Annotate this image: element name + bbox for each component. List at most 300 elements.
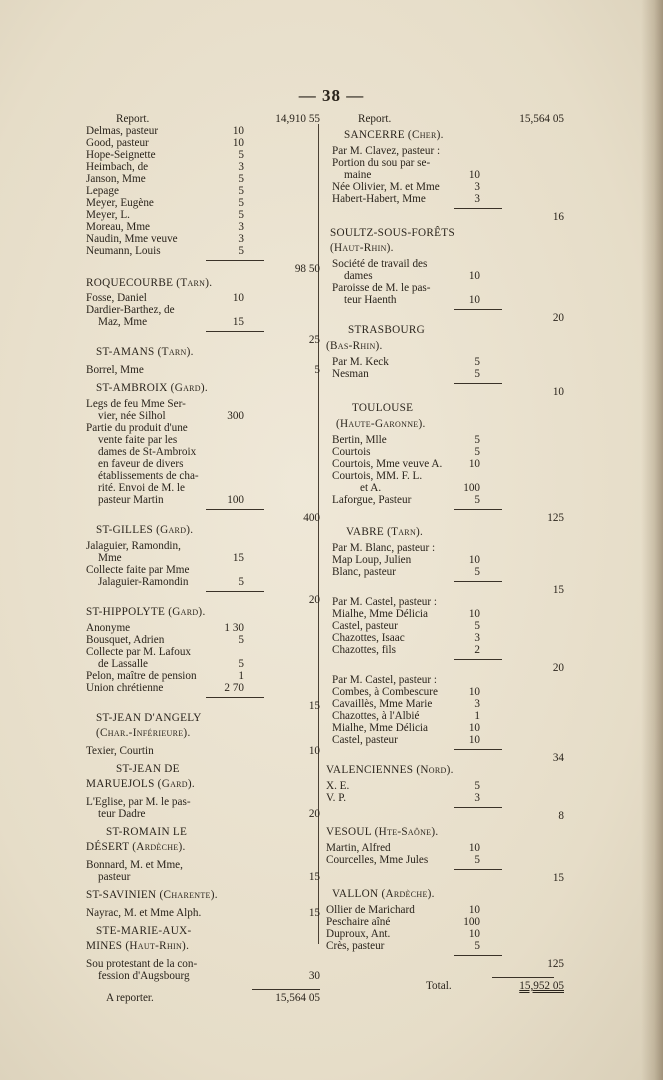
entry-name: et A. xyxy=(360,482,382,494)
entry-amount: 5 xyxy=(474,494,480,506)
subtotal: 125 xyxy=(547,512,564,524)
entry-name: Par M. Clavez, pasteur : xyxy=(332,145,441,157)
report-total: 15,564 05 xyxy=(519,113,564,125)
entry-amount: 3 xyxy=(238,233,244,245)
subtotal-row xyxy=(326,312,566,324)
entry-row xyxy=(86,576,326,588)
subtotal-row xyxy=(86,594,326,606)
entry-name: Heimbach, de xyxy=(86,161,149,173)
entry-name: Castel, pasteur xyxy=(332,734,398,746)
subtotal-row xyxy=(326,810,566,822)
subtotal-row xyxy=(326,958,566,970)
subtotal-row xyxy=(326,211,566,223)
subtotal: 5 xyxy=(314,364,320,376)
entry-row xyxy=(86,197,326,209)
entry-row xyxy=(326,434,566,446)
entry-name: Maz, Mme xyxy=(98,316,148,328)
section-header xyxy=(86,712,326,724)
entry-name: Delmas, pasteur xyxy=(86,125,159,137)
entry-row xyxy=(86,907,326,919)
entry-name: Blanc, pasteur xyxy=(332,566,396,578)
section-header xyxy=(86,889,326,901)
entry-amount: 5 xyxy=(474,780,480,792)
entry-name: Peschaire aîné xyxy=(326,916,391,928)
entry-amount: 100 xyxy=(463,916,480,928)
entry-row xyxy=(86,871,326,883)
entry-name: Jalaguier-Ramondin xyxy=(98,576,189,588)
section-subheader xyxy=(86,778,326,790)
entry-name: V. P. xyxy=(326,792,347,804)
entry-amount: 15 xyxy=(232,552,244,564)
section-title: ST-HIPPOLYTE (Gard). xyxy=(86,606,206,618)
entry-row xyxy=(326,193,566,205)
entry-amount: 10 xyxy=(468,734,480,746)
subtotal-row xyxy=(326,662,566,674)
entry-amount: 5 xyxy=(474,940,480,952)
subtotal: 20 xyxy=(308,808,320,820)
entry-name: Cavaillès, Mme Marie xyxy=(332,698,433,710)
entry-name: pasteur Martin xyxy=(98,494,164,506)
carry-total: 15,564 05 xyxy=(275,992,320,1004)
section-region: (Haut-Rhin). xyxy=(330,242,394,254)
entry-row xyxy=(326,458,566,470)
entry-amount: 10 xyxy=(468,458,480,470)
section-title: ST-SAVINIEN (Charente). xyxy=(86,889,218,901)
entry-name: Duproux, Ant. xyxy=(326,928,391,940)
entry-name: Par M. Blanc, pasteur : xyxy=(332,542,436,554)
entry-row xyxy=(326,722,566,734)
entry-amount: 1 30 xyxy=(224,622,244,634)
entry-name: Chazottes, à l'Albié xyxy=(332,710,420,722)
subtotal-row xyxy=(326,386,566,398)
entry-row xyxy=(86,398,326,410)
entry-name: Janson, Mme xyxy=(86,173,146,185)
entry-amount: 5 xyxy=(238,576,244,588)
section-title: ST-JEAN D'ANGELY xyxy=(96,712,202,724)
entry-name: Courtois, MM. F. L. xyxy=(332,470,423,482)
section-header xyxy=(326,129,566,141)
section-title: ST-AMANS (Tarn). xyxy=(96,346,194,358)
subtotal: 15 xyxy=(308,871,320,883)
subtotal-row xyxy=(86,263,326,275)
entry-amount: 3 xyxy=(474,698,480,710)
entry-row xyxy=(326,294,566,306)
rule-row xyxy=(326,970,566,980)
grand-total: 15,952 05 xyxy=(519,980,564,992)
entry-row xyxy=(86,682,326,694)
report-label: Report. xyxy=(116,113,150,125)
entry-row xyxy=(326,674,566,686)
subtotal: 10 xyxy=(308,745,320,757)
subtotal: 125 xyxy=(547,958,564,970)
entry-name: vier, née Silhol xyxy=(98,410,166,422)
entry-row xyxy=(86,364,326,376)
entry-name: Borrel, Mme xyxy=(86,364,144,376)
entry-row xyxy=(86,552,326,564)
entry-name: Lepage xyxy=(86,185,119,197)
entry-row xyxy=(86,745,326,757)
entry-row xyxy=(86,482,326,494)
entry-name: Née Olivier, M. et Mme xyxy=(332,181,440,193)
entry-row xyxy=(86,970,326,982)
entry-name: Castel, pasteur xyxy=(332,620,398,632)
report-label: Report. xyxy=(358,113,392,125)
sum-rule xyxy=(454,208,502,209)
entry-row xyxy=(326,368,566,380)
section-title: VALLON (Ardèche). xyxy=(332,888,435,900)
entry-name: Dardier-Barthez, de xyxy=(86,304,175,316)
entry-name: Map Loup, Julien xyxy=(332,554,412,566)
entry-amount: 300 xyxy=(227,410,244,422)
subtotal-row xyxy=(86,334,326,346)
section-title: VALENCIENNES (Nord). xyxy=(326,764,454,776)
entry-row xyxy=(86,808,326,820)
section-title: SANCERRE (Cher). xyxy=(344,129,444,141)
entry-row xyxy=(86,470,326,482)
entry-name: Habert-Habert, Mme xyxy=(332,193,426,205)
entry-row xyxy=(86,185,326,197)
entry-row xyxy=(326,734,566,746)
grand-total-row xyxy=(326,980,566,992)
entry-name: teur Dadre xyxy=(98,808,146,820)
entry-name: Good, pasteur xyxy=(86,137,149,149)
entry-amount: 1 xyxy=(474,710,480,722)
entry-row xyxy=(86,161,326,173)
entry-row xyxy=(326,632,566,644)
entry-name: Mme xyxy=(98,552,122,564)
entry-amount: 10 xyxy=(468,842,480,854)
entry-name: Paroisse de M. le pas- xyxy=(332,282,431,294)
section-header xyxy=(86,524,326,536)
section-region: DÉSERT (Ardèche). xyxy=(86,841,186,853)
subtotal: 10 xyxy=(552,386,564,398)
entry-row xyxy=(86,540,326,552)
section-header xyxy=(326,888,566,900)
entry-amount: 10 xyxy=(232,292,244,304)
sum-rule xyxy=(454,309,502,310)
entry-row xyxy=(86,958,326,970)
entry-name: Courcelles, Mme Jules xyxy=(326,854,429,866)
entry-row xyxy=(326,780,566,792)
entry-name: Martin, Alfred xyxy=(326,842,391,854)
entry-name: Union chrétienne xyxy=(86,682,164,694)
sum-rule xyxy=(206,697,264,698)
section-region: MINES (Haut-Rhin). xyxy=(86,940,190,952)
subtotal-row xyxy=(326,512,566,524)
entry-row xyxy=(86,137,326,149)
entry-row xyxy=(326,842,566,854)
entry-name: maine xyxy=(344,169,372,181)
section-subheader xyxy=(326,418,566,430)
entry-name: Bertin, Mlle xyxy=(332,434,387,446)
entry-row xyxy=(86,410,326,422)
entry-row xyxy=(86,149,326,161)
entry-amount: 2 xyxy=(474,644,480,656)
entry-name: Hope-Seignette xyxy=(86,149,156,161)
entry-name: Bousquet, Adrien xyxy=(86,634,165,646)
subtotal-row xyxy=(326,752,566,764)
entry-name: Meyer, Eugène xyxy=(86,197,154,209)
sum-rule xyxy=(206,331,264,332)
entry-row xyxy=(326,792,566,804)
entry-row xyxy=(326,157,566,169)
entry-name: en faveur de divers xyxy=(98,458,184,470)
entry-name: Portion du sou par se- xyxy=(332,157,431,169)
sum-rule xyxy=(206,509,264,510)
entry-name: vente faite par les xyxy=(98,434,178,446)
entry-row xyxy=(86,670,326,682)
entry-name: rité. Envoi de M. le xyxy=(98,482,185,494)
entry-row xyxy=(326,686,566,698)
page-edge-shadow xyxy=(641,0,663,1080)
entry-row xyxy=(86,458,326,470)
entry-name: Meyer, L. xyxy=(86,209,130,221)
subtotal: 25 xyxy=(308,334,320,346)
entry-row xyxy=(86,658,326,670)
entry-name: Ollier de Marichard xyxy=(326,904,415,916)
section-header xyxy=(86,277,326,289)
entry-row xyxy=(86,622,326,634)
subtotal-row xyxy=(86,512,326,524)
entry-row xyxy=(86,494,326,506)
entry-amount: 5 xyxy=(238,149,244,161)
section-subheader xyxy=(326,242,566,254)
entry-row xyxy=(86,221,326,233)
entry-row xyxy=(326,596,566,608)
sum-rule xyxy=(454,807,502,808)
entry-name: Mialhe, Mme Délicia xyxy=(332,722,428,734)
entry-name: Fosse, Daniel xyxy=(86,292,147,304)
entry-row xyxy=(86,125,326,137)
entry-name: teur Haenth xyxy=(344,294,397,306)
carry-row xyxy=(86,992,326,1004)
section-title: STRASBOURG xyxy=(348,324,425,336)
entry-row xyxy=(326,940,566,952)
subtotal: 34 xyxy=(552,752,564,764)
entry-amount: 10 xyxy=(232,125,244,137)
page-number: — 38 — xyxy=(298,86,365,105)
entry-row xyxy=(86,859,326,871)
entry-amount: 10 xyxy=(468,554,480,566)
section-header xyxy=(86,925,326,937)
sum-rule xyxy=(454,955,502,956)
entry-row xyxy=(86,304,326,316)
section-title: ST-JEAN DE xyxy=(116,763,180,775)
entry-row xyxy=(86,316,326,328)
section-subheader xyxy=(86,727,326,739)
section-title: ST-GILLES (Gard). xyxy=(96,524,194,536)
entry-amount: 100 xyxy=(227,494,244,506)
entry-name: Texier, Courtin xyxy=(86,745,154,757)
entry-row xyxy=(326,542,566,554)
entry-row xyxy=(326,554,566,566)
entry-name: Crès, pasteur xyxy=(326,940,385,952)
entry-amount: 5 xyxy=(238,209,244,221)
entry-amount: 10 xyxy=(468,169,480,181)
entry-amount: 5 xyxy=(238,185,244,197)
sum-rule xyxy=(252,989,320,990)
entry-row xyxy=(326,608,566,620)
entry-name: Moreau, Mme xyxy=(86,221,151,233)
right-column xyxy=(326,113,566,992)
entry-row xyxy=(86,646,326,658)
entry-row xyxy=(326,169,566,181)
entry-name: Laforgue, Pasteur xyxy=(332,494,412,506)
entry-amount: 1 xyxy=(238,670,244,682)
entry-row xyxy=(86,209,326,221)
entry-name: Pelon, maître de pension xyxy=(86,670,197,682)
section-region: (Haute-Garonne). xyxy=(336,418,426,430)
entry-amount: 3 xyxy=(474,792,480,804)
entry-name: pasteur xyxy=(98,871,131,883)
sum-rule xyxy=(206,260,264,261)
entry-row xyxy=(86,422,326,434)
subtotal: 30 xyxy=(308,970,320,982)
entry-name: Partie du produit d'une xyxy=(86,422,188,434)
entry-amount: 10 xyxy=(232,137,244,149)
entry-amount: 3 xyxy=(238,221,244,233)
entry-name: Neumann, Louis xyxy=(86,245,161,257)
entry-row xyxy=(326,470,566,482)
subtotal: 15 xyxy=(308,700,320,712)
entry-row xyxy=(326,928,566,940)
entry-name: Naudin, Mme veuve xyxy=(86,233,178,245)
entry-row xyxy=(326,620,566,632)
entry-amount: 5 xyxy=(238,245,244,257)
entry-name: X. E. xyxy=(326,780,350,792)
sum-rule xyxy=(454,749,502,750)
entry-amount: 10 xyxy=(468,686,480,698)
entry-row xyxy=(326,710,566,722)
entry-row xyxy=(326,446,566,458)
entry-row xyxy=(326,270,566,282)
entry-row xyxy=(326,482,566,494)
section-header xyxy=(86,763,326,775)
entry-row xyxy=(326,145,566,157)
sum-rule xyxy=(492,977,554,978)
section-header xyxy=(86,826,326,838)
section-title: SOULTZ-SOUS-FORÊTS xyxy=(330,227,455,239)
entry-amount: 100 xyxy=(463,482,480,494)
subtotal: 15 xyxy=(308,907,320,919)
entry-amount: 15 xyxy=(232,316,244,328)
entry-row xyxy=(326,258,566,270)
entry-name: Courtois xyxy=(332,446,371,458)
entry-row xyxy=(86,245,326,257)
subtotal: 20 xyxy=(552,662,564,674)
entry-name: Collecte faite par Mme xyxy=(86,564,190,576)
entry-row xyxy=(86,796,326,808)
entry-name: établissements de cha- xyxy=(98,470,199,482)
section-header xyxy=(86,346,326,358)
entry-name: Par M. Castel, pasteur : xyxy=(332,674,438,686)
sum-rule xyxy=(454,581,502,582)
entry-amount: 5 xyxy=(474,356,480,368)
entry-amount: 10 xyxy=(468,722,480,734)
grand-total-label: Total. xyxy=(426,980,452,992)
sum-rule xyxy=(454,383,502,384)
subtotal-row xyxy=(326,584,566,596)
entry-name: Chazottes, fils xyxy=(332,644,397,656)
entry-amount: 10 xyxy=(468,294,480,306)
sum-rule xyxy=(454,509,502,510)
section-title: STE-MARIE-AUX- xyxy=(96,925,192,937)
carry-label: A reporter. xyxy=(106,992,154,1004)
section-title: TOULOUSE xyxy=(352,402,414,414)
section-title: VABRE (Tarn). xyxy=(346,526,424,538)
subtotal: 400 xyxy=(303,512,320,524)
subtotal-row xyxy=(326,872,566,884)
entry-row xyxy=(86,292,326,304)
entry-amount: 5 xyxy=(238,197,244,209)
section-header xyxy=(326,324,566,336)
entry-amount: 5 xyxy=(474,446,480,458)
sum-rule xyxy=(206,591,264,592)
entry-row xyxy=(326,566,566,578)
section-header xyxy=(86,606,326,618)
entry-row xyxy=(326,904,566,916)
subtotal: 8 xyxy=(558,810,564,822)
entry-name: dames de St-Ambroix xyxy=(98,446,197,458)
report-row xyxy=(86,113,326,125)
entry-amount: 3 xyxy=(474,181,480,193)
report-row xyxy=(326,113,566,125)
entry-name: Par M. Keck xyxy=(332,356,389,368)
section-subheader xyxy=(326,340,566,352)
report-total: 14,910 55 xyxy=(275,113,320,125)
entry-amount: 3 xyxy=(238,161,244,173)
rule-row xyxy=(86,982,326,992)
entry-row xyxy=(326,494,566,506)
entry-name: fession d'Augsbourg xyxy=(98,970,190,982)
entry-row xyxy=(326,698,566,710)
entry-amount: 5 xyxy=(238,634,244,646)
entry-row xyxy=(86,173,326,185)
entry-amount: 5 xyxy=(474,368,480,380)
entry-name: Courtois, Mme veuve A. xyxy=(332,458,443,470)
section-header xyxy=(326,764,566,776)
section-subheader xyxy=(86,841,326,853)
entry-name: Collecte par M. Lafoux xyxy=(86,646,192,658)
sum-rule xyxy=(454,869,502,870)
entry-amount: 2 70 xyxy=(224,682,244,694)
entry-row xyxy=(326,916,566,928)
entry-name: Par M. Castel, pasteur : xyxy=(332,596,438,608)
entry-name: Nesman xyxy=(332,368,369,380)
entry-row xyxy=(326,181,566,193)
entry-name: Mialhe, Mme Délicia xyxy=(332,608,428,620)
entry-name: dames xyxy=(344,270,373,282)
section-header xyxy=(326,402,566,414)
left-column xyxy=(86,113,326,1004)
entry-row xyxy=(86,634,326,646)
section-region: (Bas-Rhin). xyxy=(326,340,383,352)
entry-name: Combes, à Combescure xyxy=(332,686,438,698)
entry-row xyxy=(326,356,566,368)
subtotal: 15 xyxy=(552,872,564,884)
subtotal: 16 xyxy=(552,211,564,223)
entry-name: L'Eglise, par M. le pas- xyxy=(86,796,191,808)
entry-row xyxy=(86,434,326,446)
entry-name: Jalaguier, Ramondin, xyxy=(86,540,181,552)
section-title: ST-ROMAIN LE xyxy=(106,826,188,838)
entry-name: Bonnard, M. et Mme, xyxy=(86,859,183,871)
entry-amount: 5 xyxy=(474,854,480,866)
sum-rule xyxy=(454,659,502,660)
subtotal: 98 50 xyxy=(294,263,320,275)
section-header xyxy=(86,382,326,394)
entry-amount: 5 xyxy=(474,434,480,446)
